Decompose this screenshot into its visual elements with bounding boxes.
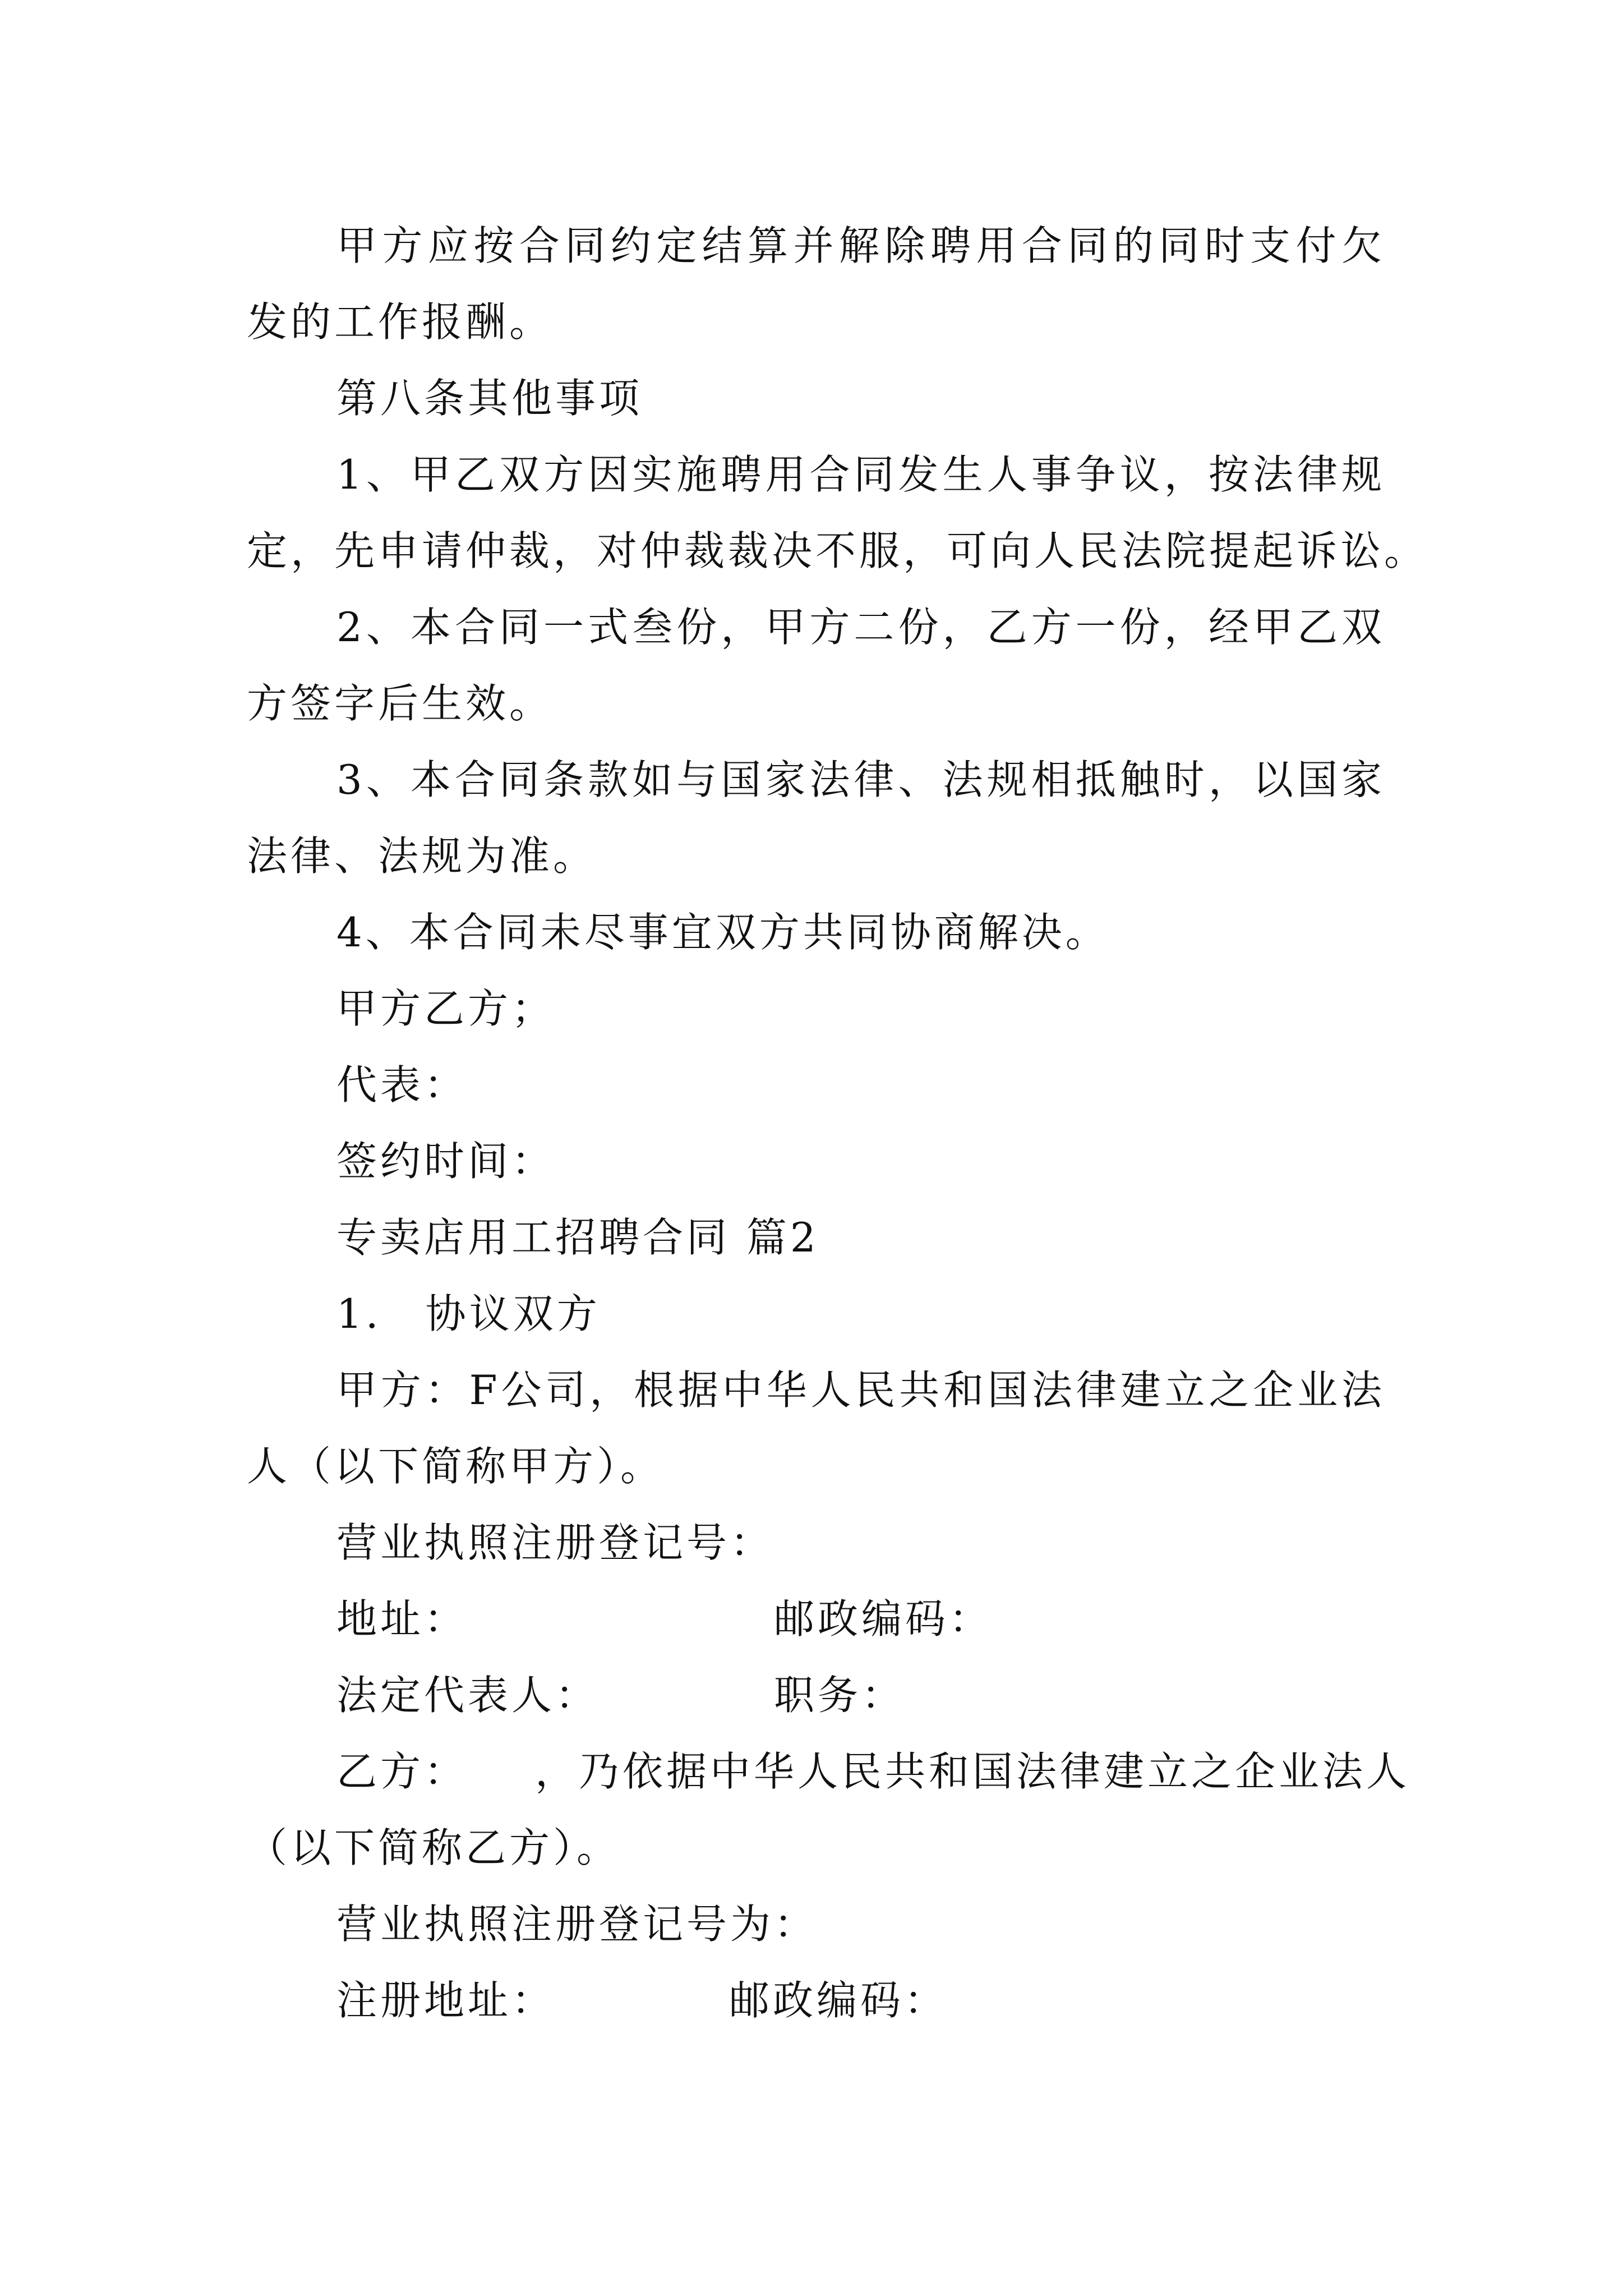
representative-row	[247, 1657, 1385, 1733]
signature-parties: 甲方乙方；	[336, 985, 556, 1032]
postcode-label: 邮政编码：	[774, 1595, 993, 1642]
address-row	[247, 1581, 1385, 1657]
clause-heading: 1. 协议双方	[336, 1290, 601, 1337]
paragraph-line: 定，先申请仲裁，对仲裁裁决不服，可向人民法院提起诉讼。	[247, 527, 1428, 574]
document-body	[247, 208, 1428, 2039]
paragraph-line: 人（以下简称甲方）。	[247, 1443, 665, 1490]
paragraph-line: 法律、法规为准。	[247, 832, 597, 880]
section-heading: 第八条其他事项	[336, 375, 643, 422]
paragraph-line: 2、本合同一式叁份，甲方二份，乙方一份，经甲乙双	[336, 604, 1385, 651]
paragraph-line: 1、甲乙双方因实施聘用合同发生人事争议，按法律规	[336, 451, 1385, 498]
registered-address-label: 注册地址：	[336, 1977, 556, 2024]
party-b-description: ，乃依据中华人民共和国法律建立之企业法人	[535, 1748, 1410, 1795]
paragraph-line: 方签字后生效。	[247, 680, 554, 727]
registration-number-label: 营业执照注册登记号：	[336, 1519, 774, 1566]
party-b-label: 乙方：	[336, 1748, 468, 1795]
signature-date: 签约时间：	[336, 1138, 556, 1185]
postcode-label: 邮政编码：	[729, 1977, 948, 2024]
paragraph-line: 甲方应按合同约定结算并解除聘用合同的同时支付欠	[336, 222, 1385, 269]
signature-representative: 代表：	[336, 1061, 468, 1108]
paragraph-line: 发的工作报酬。	[247, 298, 554, 346]
registered-address-row	[247, 1962, 1385, 2039]
registration-number-label: 营业执照注册登记号为：	[336, 1901, 818, 1948]
position-label: 职务：	[774, 1672, 906, 1719]
party-b-line	[247, 1733, 1410, 1810]
address-label: 地址：	[336, 1595, 468, 1642]
paragraph-line: 4、本合同未尽事宜双方共同协商解决。	[336, 909, 1109, 956]
paragraph-line: 3、本合同条款如与国家法律、法规相抵触时，以国家	[336, 756, 1385, 803]
section-title: 专卖店用工招聘合同 篇2	[336, 1214, 819, 1261]
paragraph-line: （以下简称乙方）。	[247, 1824, 621, 1871]
legal-representative-label: 法定代表人：	[336, 1672, 600, 1719]
paragraph-line: 甲方：F公司，根据中华人民共和国法律建立之企业法	[336, 1366, 1385, 1414]
